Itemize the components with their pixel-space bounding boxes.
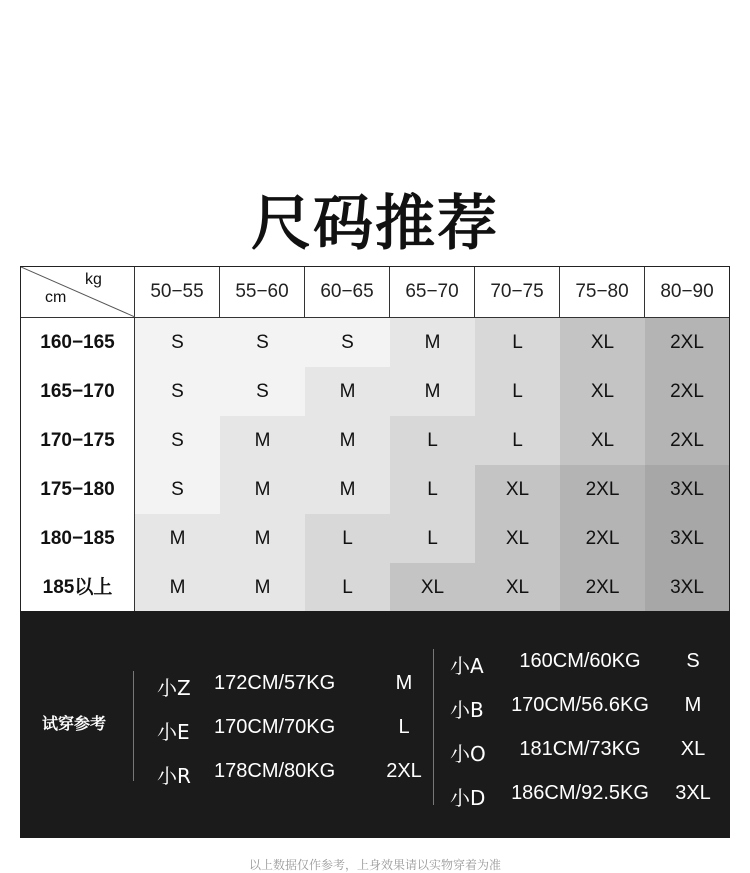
diagonal-divider (21, 267, 135, 317)
size-cell: XL (475, 563, 560, 612)
size-cell: M (305, 465, 390, 514)
model-measurement: 170CM/56.6KG (511, 694, 649, 716)
model-name: 小E (157, 720, 190, 744)
size-cell: 2XL (560, 465, 645, 514)
size-cell: 3XL (645, 563, 729, 612)
weight-column-header: 75−80 (560, 267, 645, 317)
size-cell: L (305, 514, 390, 563)
model-size: M (395, 672, 413, 694)
height-row-label: 185以上 (21, 563, 135, 612)
size-cell: 2XL (560, 514, 645, 563)
height-row-label: 165−170 (21, 367, 135, 416)
weight-column-header: 70−75 (475, 267, 560, 317)
weight-column-header: 50−55 (135, 267, 220, 317)
size-cell: L (475, 416, 560, 465)
model-measurement: 160CM/60KG (519, 650, 641, 672)
size-chart-table (20, 266, 730, 611)
model-size: M (684, 694, 702, 716)
size-cell: 2XL (645, 367, 729, 416)
size-cell: XL (560, 367, 645, 416)
model-name: 小D (450, 786, 486, 810)
size-cell: M (390, 318, 475, 367)
size-cell: S (135, 416, 220, 465)
size-cell: XL (475, 465, 560, 514)
model-size: L (398, 716, 410, 738)
weight-column-header: 65−70 (390, 267, 475, 317)
size-cell: S (220, 367, 305, 416)
size-cell: M (305, 416, 390, 465)
size-cell: L (390, 465, 475, 514)
model-size: S (686, 650, 700, 672)
model-size: XL (680, 738, 706, 760)
size-cell: M (135, 514, 220, 563)
size-cell: L (390, 416, 475, 465)
model-size: 2XL (386, 760, 422, 782)
height-row-label: 160−165 (21, 318, 135, 367)
size-cell: S (305, 318, 390, 367)
size-cell: M (220, 514, 305, 563)
corner-cell (21, 267, 135, 317)
height-row-label: 180−185 (21, 514, 135, 563)
size-cell: M (220, 563, 305, 612)
size-cell: S (135, 465, 220, 514)
table-header-row (21, 267, 729, 318)
size-cell: S (220, 318, 305, 367)
size-cell: XL (390, 563, 475, 612)
tryon-label: 试穿参考 (42, 714, 107, 733)
size-cell: M (390, 367, 475, 416)
weight-column-header: 80−90 (660, 281, 714, 302)
size-cell: XL (475, 514, 560, 563)
height-row-label: 170−175 (21, 416, 135, 465)
size-cell: XL (560, 416, 645, 465)
size-cell: 3XL (645, 465, 729, 514)
page-title: 尺码推荐 (251, 189, 499, 259)
size-cell: XL (560, 318, 645, 367)
model-measurement: 172CM/57KG (214, 672, 336, 694)
size-cell: L (305, 563, 390, 612)
model-size: 3XL (675, 782, 711, 804)
size-cell: M (305, 367, 390, 416)
model-name: 小B (450, 698, 484, 722)
weight-unit-label: kg (85, 271, 102, 288)
model-measurement: 186CM/92.5KG (511, 782, 649, 804)
model-name: 小R (157, 764, 191, 788)
size-cell: 2XL (560, 563, 645, 612)
size-cell: L (475, 367, 560, 416)
model-measurement: 170CM/70KG (214, 716, 336, 738)
tryon-reference-panel (20, 611, 730, 838)
size-cell: S (135, 367, 220, 416)
size-cell: 3XL (645, 514, 729, 563)
size-cell: L (475, 318, 560, 367)
divider-right (433, 649, 434, 805)
divider-left (133, 671, 134, 781)
size-cell: 2XL (645, 416, 729, 465)
model-measurement: 178CM/80KG (214, 760, 336, 782)
model-name: 小Z (157, 676, 191, 700)
height-row-label: 175−180 (21, 465, 135, 514)
size-cell: L (390, 514, 475, 563)
size-cell: S (135, 318, 220, 367)
model-name: 小O (450, 742, 486, 766)
size-cell: M (135, 563, 220, 612)
model-measurement: 181CM/73KG (519, 738, 641, 760)
height-unit-label: cm (45, 289, 67, 306)
weight-column-header: 55−60 (220, 267, 305, 317)
footnote: 以上数据仅作参考，上身效果请以实物穿着为准 (248, 858, 501, 872)
model-name: 小A (450, 654, 484, 678)
size-cell: 2XL (645, 318, 729, 367)
size-cell: M (220, 465, 305, 514)
weight-column-header: 60−65 (305, 267, 390, 317)
size-cell: M (220, 416, 305, 465)
